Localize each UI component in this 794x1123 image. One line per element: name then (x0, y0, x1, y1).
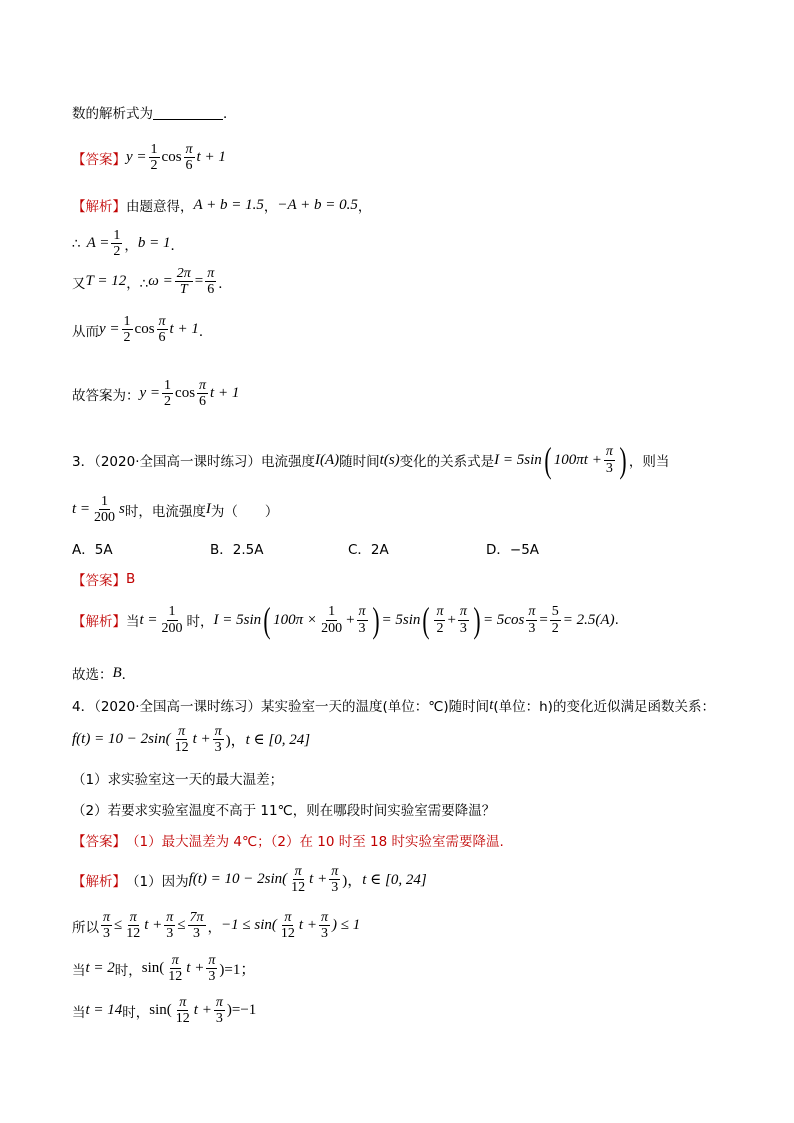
den: 200 (161, 620, 183, 636)
frac-1-200 (160, 604, 185, 636)
option-d[interactable]: D．−5A (486, 542, 540, 558)
end: ． (218, 275, 232, 292)
sep: ， (124, 237, 138, 254)
q4-sub-1 (72, 768, 283, 788)
q2-analysis-line-3 (72, 266, 232, 298)
unit-s: s (119, 501, 125, 518)
text: 当 (126, 614, 140, 630)
text: 随时间 (339, 454, 380, 470)
den: 3 (320, 926, 328, 942)
num: 1 (168, 604, 176, 620)
answer-tag: 【答案】 (72, 834, 126, 850)
text: 时，电流强度 (124, 503, 206, 520)
option-b[interactable]: B．2.5A (210, 542, 264, 558)
num: π (331, 864, 339, 879)
prefix: 又 (72, 275, 86, 292)
sin: sin( (141, 960, 165, 977)
end: ． (170, 237, 184, 254)
sep: ， (263, 199, 278, 215)
num: 1 (113, 228, 121, 243)
plus: + (346, 611, 355, 628)
frac-pi-6 (197, 378, 208, 410)
func-right: )， (342, 873, 363, 890)
num: π (294, 864, 302, 879)
num: π (358, 604, 366, 620)
frac-1-2 (149, 142, 160, 174)
den: 2 (113, 244, 121, 260)
domain: t ∈ [0, 24] (362, 872, 427, 889)
q2-answer-line (72, 142, 226, 174)
frac-2pi-T (175, 266, 193, 298)
answer-tag: 【答案】 (72, 151, 126, 168)
den: 12 (280, 926, 295, 942)
analysis-tag: 【解析】 (72, 873, 126, 890)
num: 1 (328, 604, 336, 620)
frac-pi-3 (458, 604, 469, 636)
ineq-right: ) ≤ 1 (331, 917, 361, 934)
final-text: 故选： (72, 667, 113, 683)
den: 12 (291, 880, 306, 896)
den: 6 (185, 158, 193, 174)
answer-tag: 【答案】 (72, 573, 126, 589)
frac-pi-2 (434, 604, 445, 636)
func-right: )， (225, 733, 246, 750)
num: 7π (189, 910, 204, 925)
sub-question-1: （1）求实验室这一天的最大温差； (72, 772, 284, 788)
paren-close: ) (473, 600, 481, 640)
q4-analysis-line-2 (72, 910, 360, 942)
num: π (528, 604, 536, 620)
paren-open: ( (422, 600, 431, 640)
text: 时， (186, 614, 214, 630)
eq-cos: = 5cos (482, 611, 525, 628)
num: π (171, 953, 179, 968)
den: 3 (331, 880, 339, 896)
domain: t ∈ [0, 24] (245, 732, 311, 749)
den: 12 (126, 926, 141, 942)
q2-intro-period: ． (223, 106, 237, 122)
den: 3 (459, 620, 467, 636)
frac-pi-12 (124, 910, 142, 942)
equals: = (539, 611, 548, 628)
num: π (284, 910, 292, 925)
option-c[interactable]: C．2A (348, 542, 389, 558)
den: 2 (436, 620, 444, 636)
sep: ， (207, 919, 222, 936)
den: 3 (214, 740, 222, 756)
den: 2 (164, 394, 172, 410)
den: 6 (158, 330, 166, 346)
den: 3 (103, 926, 110, 942)
frac-1-2 (162, 378, 173, 410)
frac-7pi-3 (188, 910, 206, 942)
text: 时， (114, 962, 142, 979)
text: （1）因为 (126, 873, 189, 890)
t-eq: t = 2 (85, 960, 115, 977)
den: 12 (175, 1011, 190, 1027)
q3-analysis-line (72, 602, 619, 638)
q4-function-line (72, 724, 310, 756)
frac-pi-3 (164, 910, 175, 942)
y-eq: y = (99, 321, 120, 338)
q4-answer-line (72, 830, 504, 850)
func-left: f(t) = 10 − 2sin( (72, 731, 171, 748)
final-choice: B (112, 664, 122, 681)
text: 时， (122, 1004, 150, 1021)
frac-pi-3 (101, 910, 112, 942)
num: π (179, 995, 187, 1010)
frac-pi-6 (184, 142, 195, 174)
q3-answer-line (72, 569, 135, 589)
frac-pi-12 (166, 953, 184, 985)
den: 3 (166, 926, 174, 942)
den: 12 (168, 969, 183, 985)
text: (单位：h)的变化近似满足函数关系： (493, 699, 715, 715)
result: = 2.5(A) (562, 611, 615, 628)
frac-1-200 (92, 494, 117, 526)
num: 1 (101, 494, 109, 509)
func-t: t + (192, 731, 211, 748)
num: 1 (123, 314, 131, 329)
num: π (320, 910, 328, 925)
num: π (215, 995, 223, 1010)
frac-1-200 (319, 604, 344, 636)
time-symbol: t(s) (379, 451, 400, 468)
func-t: t + (309, 871, 328, 888)
den: 6 (207, 282, 215, 298)
text: 为（ ） (210, 503, 279, 520)
formula-inner: 100πt + (553, 451, 602, 468)
text: 变化的关系式是 (399, 454, 495, 470)
i-eq: I = 5sin (213, 611, 262, 628)
end: . (614, 612, 619, 628)
num: π (166, 910, 174, 925)
text: 所以 (72, 919, 99, 936)
den: 3 (528, 620, 536, 636)
analysis-tag: 【解析】 (72, 614, 126, 630)
tail: t + 1 (210, 385, 240, 402)
paren-open: ( (544, 440, 552, 480)
frac-pi-3 (329, 864, 340, 896)
num: 1 (164, 378, 172, 393)
paren-open: ( (263, 600, 271, 640)
num: π (158, 314, 166, 329)
frac-5-2 (550, 604, 561, 636)
formula-left: I = 5sin (494, 451, 542, 468)
den: 3 (208, 969, 216, 985)
num: π (178, 724, 186, 739)
q3-stem-line-1 (72, 442, 669, 478)
therefore-sign: ∴ (72, 235, 81, 252)
q2-intro-text: 数的解析式为 (72, 106, 153, 122)
den: 200 (321, 620, 343, 636)
paren-close: ) (619, 440, 627, 480)
symbol-i: I (205, 501, 211, 518)
den: 2 (551, 620, 559, 636)
eq-2: −A + b = 0.5 (277, 196, 358, 213)
eq-sin: = 5sin (381, 611, 421, 628)
cos-text: cos (134, 321, 155, 338)
num: π (214, 724, 222, 739)
analysis-tag: 【解析】 (72, 199, 126, 215)
t-eq: t = (139, 611, 158, 628)
den: 2 (123, 330, 131, 346)
q4-stem-line (72, 695, 715, 715)
frac-pi-3 (526, 604, 537, 636)
frac-pi-12 (173, 724, 191, 756)
paren-close: ) (371, 600, 380, 640)
den: T (179, 282, 188, 298)
mid: ，∴ (126, 275, 149, 292)
t-symbol: t (489, 696, 494, 713)
prefix: 从而 (72, 323, 99, 340)
cos-text: cos (161, 149, 182, 166)
t-eq: t = (72, 501, 91, 518)
den: 6 (199, 394, 207, 410)
func-t: t + (193, 1002, 212, 1019)
q2-analysis-line-4 (72, 314, 212, 346)
frac-pi-3 (214, 995, 225, 1027)
num: 1 (150, 142, 158, 157)
frac-pi-3 (319, 910, 330, 942)
num: π (436, 604, 444, 620)
frac-pi-12 (289, 864, 307, 896)
num: 5 (551, 604, 559, 620)
result: )=−1 (226, 1002, 257, 1019)
den: 200 (94, 510, 116, 526)
frac-pi-6 (205, 266, 216, 298)
q3-final (72, 663, 135, 683)
den: 3 (193, 926, 201, 942)
text: ，则当 (628, 454, 670, 470)
q3-stem: 3．（2020·全国高一课时练习）电流强度 (72, 454, 315, 470)
answer-tail: t + 1 (196, 149, 226, 166)
prefix: 故答案为： (72, 387, 140, 404)
frac-pi-3 (604, 444, 615, 476)
q3-stem-line-2 (72, 494, 278, 526)
q2-analysis-line-1 (72, 195, 371, 215)
equals: = (194, 273, 204, 290)
q3-options (72, 538, 672, 558)
func-t: t + (298, 917, 317, 934)
q4-analysis-line-3 (72, 953, 255, 985)
le: ≤ (177, 917, 186, 934)
q2-analysis-line-2 (72, 228, 184, 260)
frac-1-2 (122, 314, 133, 346)
text: 当 (72, 962, 86, 979)
frac-pi-3 (206, 953, 217, 985)
q4-sub-2 (72, 799, 495, 819)
t-eq: T = 12 (85, 273, 127, 290)
result: )=1； (219, 962, 256, 979)
inner: 100π × (273, 611, 318, 628)
q2-final-answer (72, 378, 239, 410)
frac-pi-3 (213, 724, 224, 756)
le: ≤ (114, 917, 123, 934)
end: ， (357, 199, 372, 215)
a-eq: A = (86, 235, 110, 252)
frac-pi-12 (279, 910, 297, 942)
den: 3 (605, 460, 613, 476)
num: π (207, 266, 215, 281)
func-t: t + (144, 917, 163, 934)
plus: + (447, 611, 456, 628)
num: π (129, 910, 137, 925)
sin: sin( (149, 1002, 172, 1019)
den: 12 (174, 740, 189, 756)
tail: t + 1 (169, 321, 199, 338)
num: π (199, 378, 207, 393)
answer-value: B (126, 571, 136, 587)
num: π (103, 910, 111, 925)
answer-blank (153, 105, 223, 120)
ineq-left: −1 ≤ sin( (221, 917, 277, 934)
end: ． (198, 323, 213, 340)
frac-pi-3 (357, 604, 368, 636)
num: π (459, 604, 467, 620)
current-symbol: I(A) (315, 451, 340, 468)
frac-pi-12 (174, 995, 192, 1027)
num: π (208, 953, 216, 968)
sub-question-2: （2）若要求实验室温度不高于 11℃，则在哪段时间实验室需要降温？ (72, 803, 496, 819)
text: 当 (72, 1004, 86, 1021)
option-a[interactable]: A．5A (72, 542, 113, 558)
cos-text: cos (175, 385, 196, 402)
q2-intro-line (72, 102, 237, 122)
frac-pi-6 (157, 314, 168, 346)
q4-stem: 4．（2020·全国高一课时练习）某实验室一天的温度(单位：℃)随时间 (72, 699, 490, 715)
y-eq: y = (139, 385, 161, 402)
func-t: t + (186, 960, 205, 977)
q4-analysis-line-4 (72, 995, 256, 1027)
den: 3 (215, 1011, 223, 1027)
num: 2π (176, 266, 191, 281)
b-eq: b = 1 (137, 235, 171, 252)
frac-1-2 (111, 228, 122, 260)
q4-analysis-line-1 (72, 864, 427, 896)
analysis-text: 由题意得， (126, 199, 194, 215)
den: 2 (150, 158, 158, 174)
answer-y: y = (126, 149, 147, 166)
num: π (605, 444, 613, 460)
answer-text: （1）最大温差为 4℃；（2）在 10 时至 18 时实验室需要降温. (126, 834, 504, 850)
den: 3 (358, 620, 366, 636)
omega-eq: ω = (148, 273, 173, 290)
t-eq: t = 14 (85, 1002, 123, 1019)
num: π (185, 142, 193, 157)
eq-1: A + b = 1.5 (193, 196, 264, 213)
end: ． (121, 667, 136, 683)
func-left: f(t) = 10 − 2sin( (188, 871, 288, 888)
